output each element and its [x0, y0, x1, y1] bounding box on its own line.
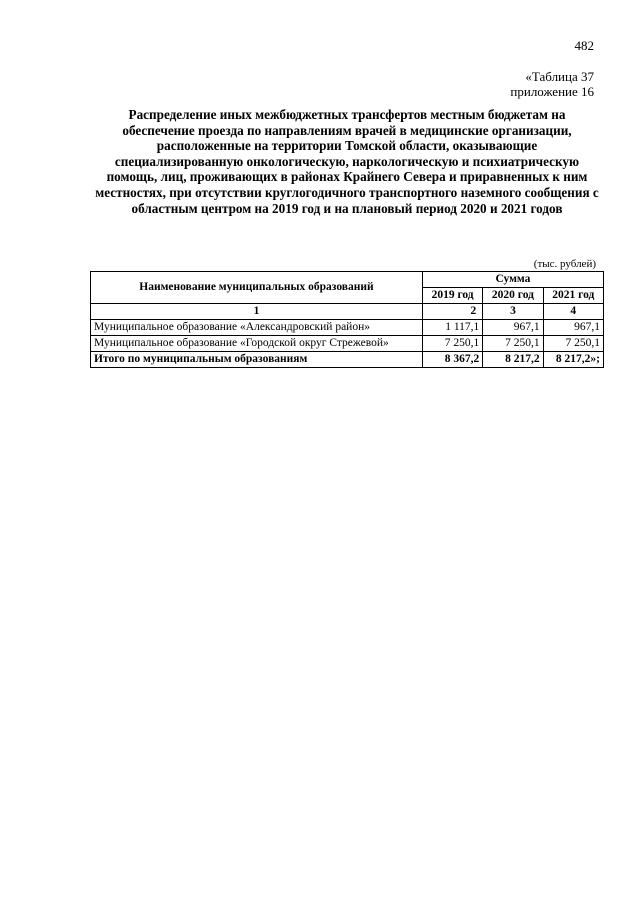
total-name: Итого по муниципальным образованиям — [91, 352, 423, 368]
header-sum: Сумма — [422, 272, 603, 288]
page-number: 482 — [574, 38, 594, 53]
distribution-table — [90, 271, 604, 368]
header-name: Наименование муниципальных образований — [91, 272, 423, 304]
table-row — [91, 336, 604, 352]
row-value-2021: 7 250,1 — [543, 336, 603, 352]
total-value-2019: 8 367,2 — [422, 352, 482, 368]
table-row — [91, 320, 604, 336]
table-ref-line-2: приложение 16 — [510, 84, 594, 99]
header-year-2019: 2019 год — [422, 288, 482, 304]
header-year-2021: 2021 год — [543, 288, 603, 304]
table-ref-line-1: «Таблица 37 — [525, 69, 594, 84]
table-total-row — [91, 352, 604, 368]
table-reference — [510, 69, 594, 99]
row-value-2021: 967,1 — [543, 320, 603, 336]
column-number: 4 — [543, 304, 603, 320]
row-value-2019: 1 117,1 — [422, 320, 482, 336]
total-value-2020: 8 217,2 — [483, 352, 543, 368]
row-value-2020: 7 250,1 — [483, 336, 543, 352]
row-name: Муниципальное образование «Александровский район» — [91, 320, 423, 336]
total-value-2021: 8 217,2»; — [543, 352, 603, 368]
row-value-2019: 7 250,1 — [422, 336, 482, 352]
column-number: 1 — [91, 304, 423, 320]
units-note: (тыс. рублей) — [533, 258, 596, 270]
row-name: Муниципальное образование «Городской округ Стрежевой» — [91, 336, 423, 352]
column-number: 2 — [422, 304, 482, 320]
column-numbering-row — [91, 304, 604, 320]
header-year-2020: 2020 год — [483, 288, 543, 304]
column-number: 3 — [483, 304, 543, 320]
table-header-row — [91, 272, 604, 288]
row-value-2020: 967,1 — [483, 320, 543, 336]
document-title: Распределение иных межбюджетных трансфертов местным бюджетам на обеспечение проезда по направлениям врачей в медицинские организации, расположенные на территории Томской области, оказывающие специализированную онкологическую, наркологическую и психиатрическую помощь, лиц, проживающих в районах Крайнего Севера и приравненных к ним местностях, при отсутствии круглогодичного транспортного наземного сообщения с областным центром на 2019 год и на плановый период 2020 и 2021 годов — [95, 107, 599, 216]
